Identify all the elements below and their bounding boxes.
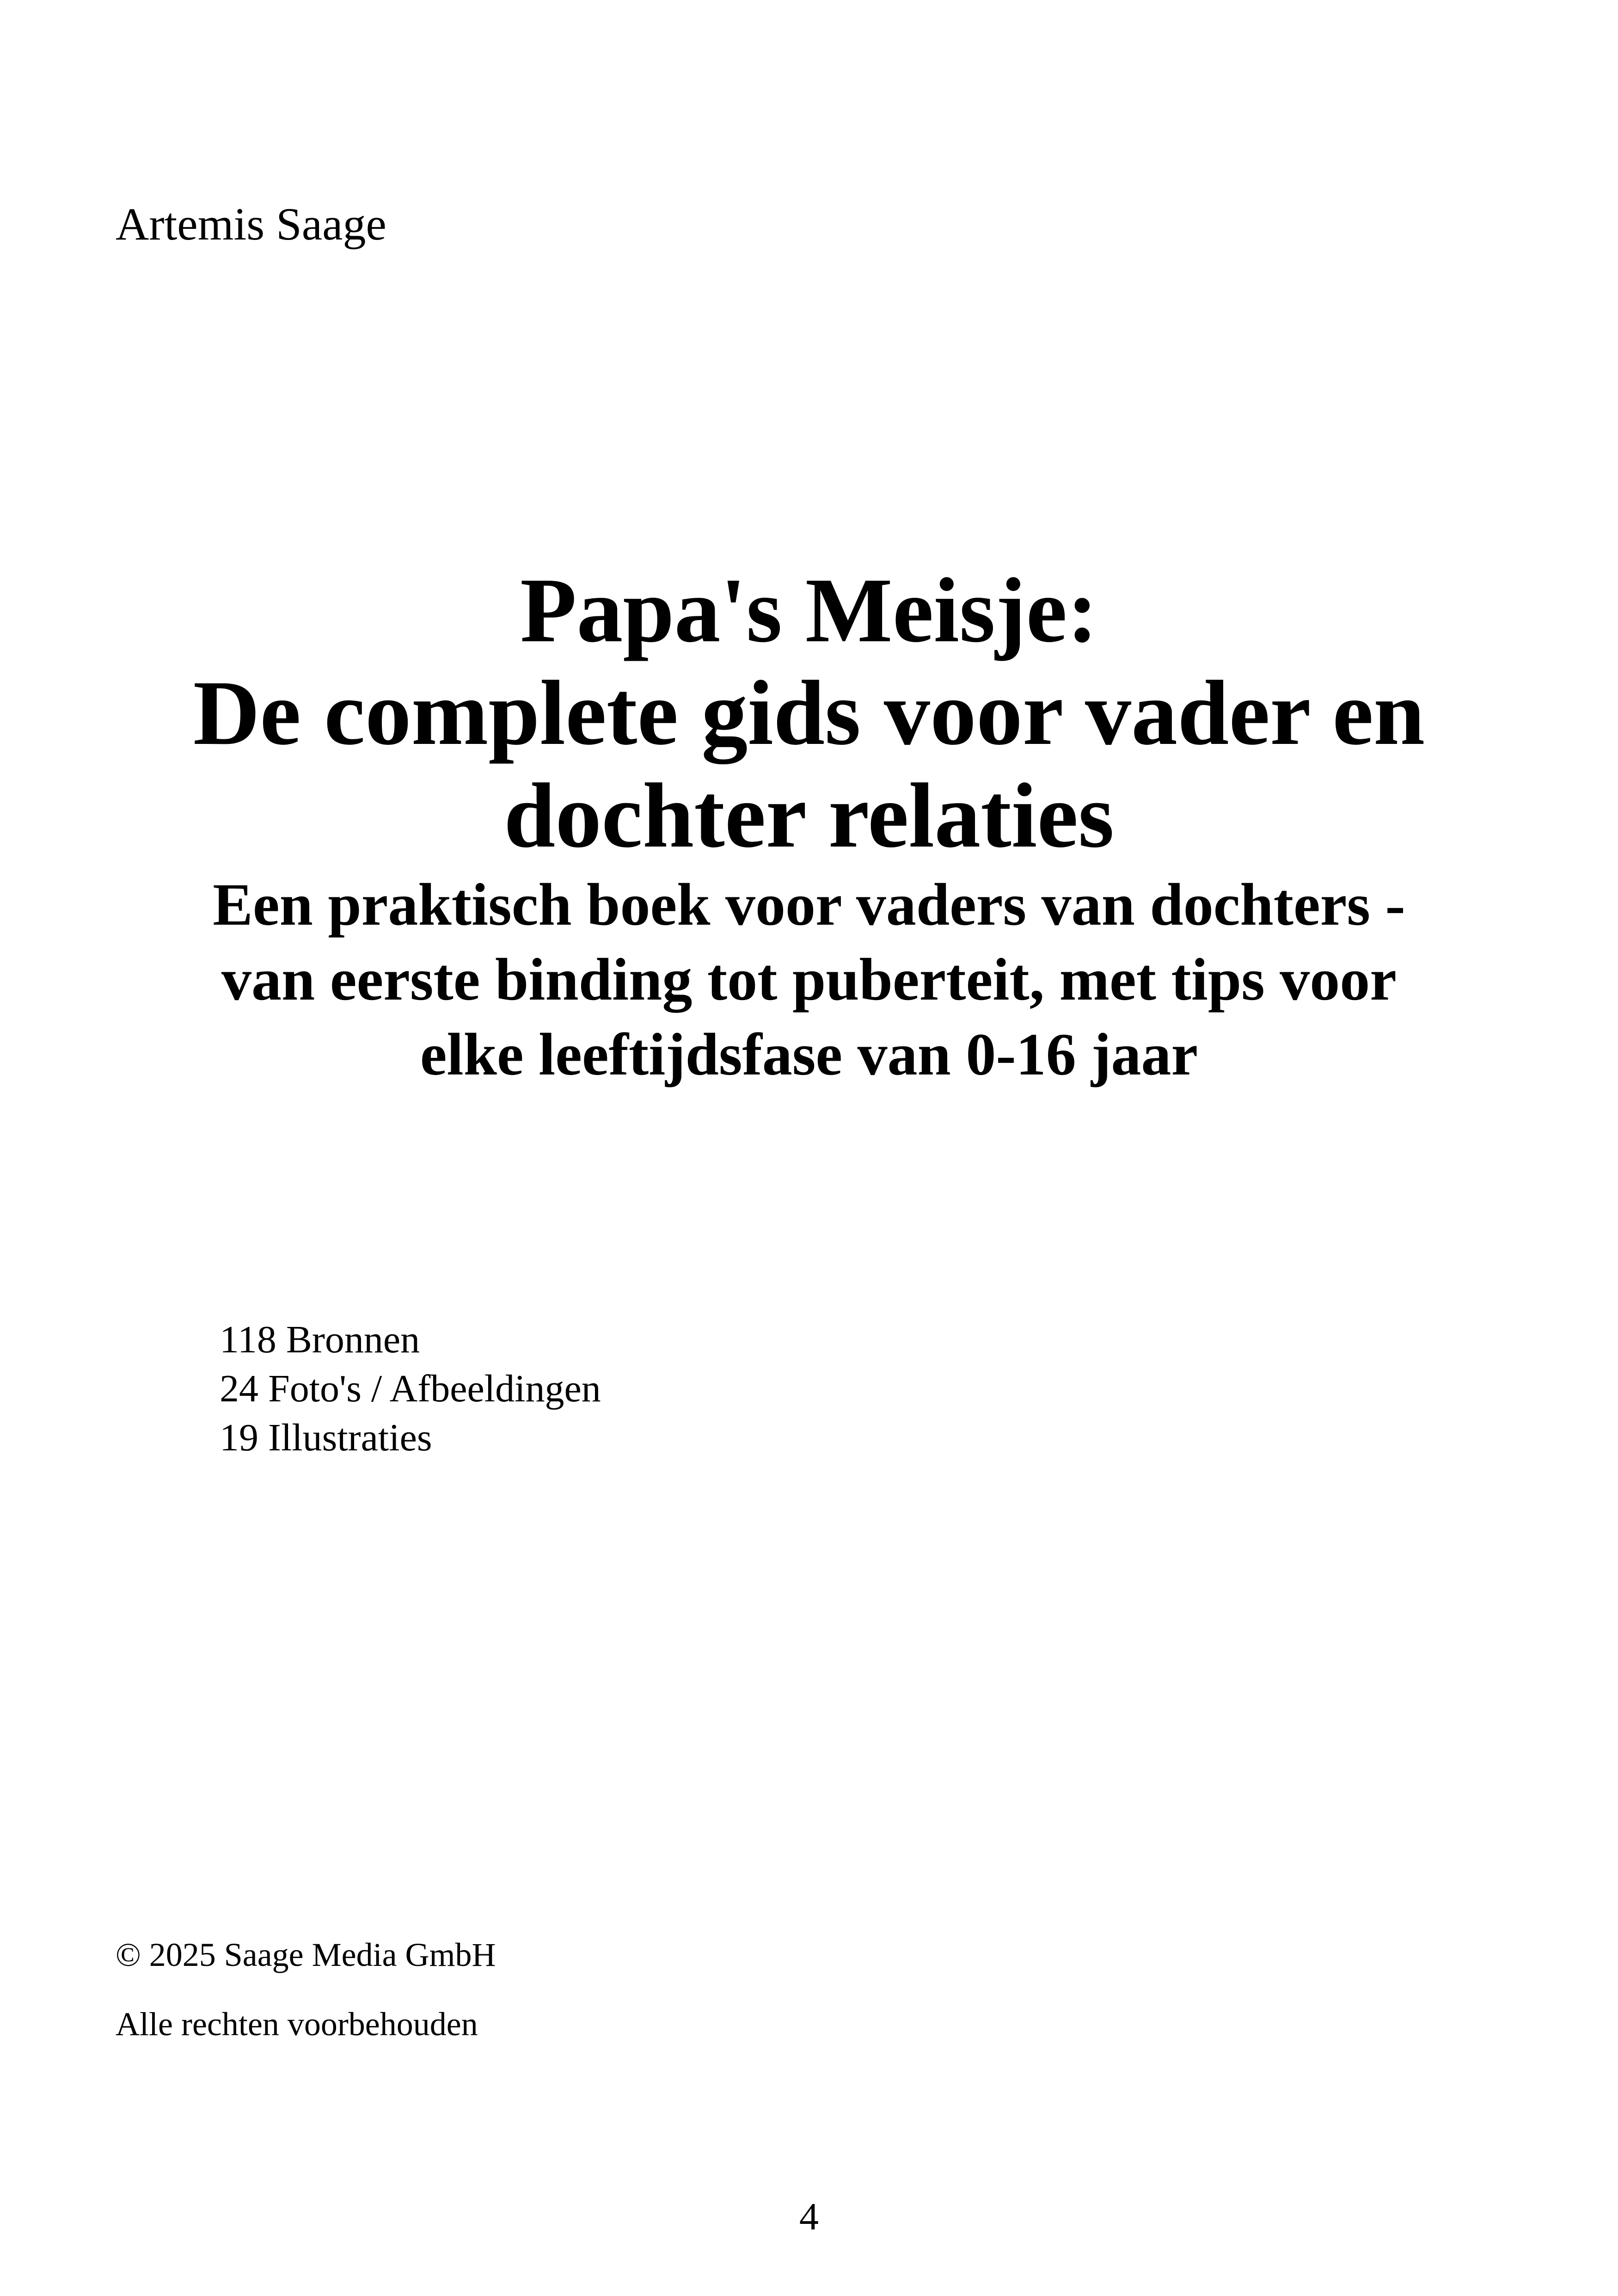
subtitle-line: elke leeftijdsfase van 0-16 jaar (420, 1021, 1198, 1088)
subtitle-line: Een praktisch boek voor vaders van dochters - (213, 872, 1405, 938)
title-line: dochter relaties (503, 765, 1115, 867)
title-line: Papa's Meisje: (520, 559, 1098, 662)
subtitle-line: van eerste binding tot puberteit, met tips voor (221, 946, 1397, 1013)
title-block (69, 559, 1549, 1092)
stat-sources: 118 Bronnen (220, 1318, 420, 1361)
author-name: Artemis Saage (116, 198, 386, 250)
stat-photos: 24 Foto's / Afbeeldingen (220, 1367, 601, 1410)
book-stats (220, 1315, 601, 1462)
page-number: 4 (799, 2195, 819, 2238)
copyright-notice: © 2025 Saage Media GmbH (116, 1936, 496, 1973)
title-line: De complete gids voor vader en (193, 662, 1425, 764)
rights-notice: Alle rechten voorbehouden (116, 2006, 478, 2043)
stat-illustrations: 19 Illustraties (220, 1416, 432, 1459)
